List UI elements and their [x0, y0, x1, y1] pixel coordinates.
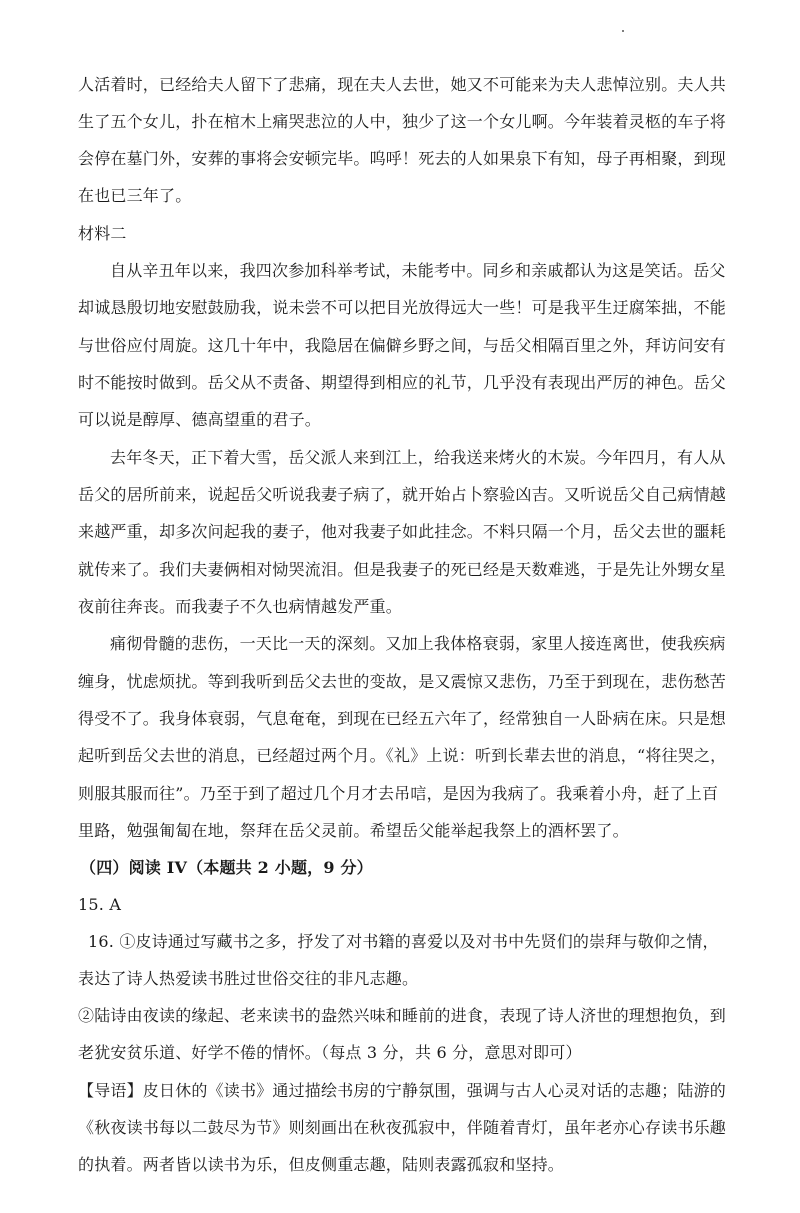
text-line: 会停在墓门外，安葬的事将会安顿完毕。呜呼！死去的人如果泉下有知，母子再相聚，到现 — [78, 149, 727, 168]
text-line: 缠身，忧虑烦扰。等到我听到岳父去世的变故，是又震惊又悲伤，乃至于到现在，悲伤愁苦 — [78, 672, 727, 691]
section-heading: 材料二 — [78, 224, 127, 243]
answer-line: 老犹安贫乐道、好学不倦的情怀。（每点 3 分，共 6 分，意思对即可） — [78, 1043, 582, 1062]
text-line: 生了五个女儿，扑在棺木上痛哭悲泣的人中，独少了这一个女儿啊。今年装着灵柩的车子将 — [78, 112, 727, 131]
text-line: 在也已三年了。 — [78, 186, 192, 205]
text-line: 就传来了。我们夫妻俩相对恸哭流泪。但是我妻子的死已经是天数难逃，于是先让外甥女星 — [78, 560, 727, 579]
text-line: 可以说是醇厚、德高望重的君子。 — [78, 410, 322, 429]
text-line: 得受不了。我身体衰弱，气息奄奄，到现在已经五六年了，经常独自一人卧病在床。只是想 — [78, 709, 727, 728]
text-line: 与世俗应付周旋。这几十年中，我隐居在偏僻乡野之间，与岳父相隔百里之外，拜访问安有 — [78, 336, 727, 355]
answer-line: 表达了诗人热爱读书胜过世俗交往的非凡志趣。 — [78, 969, 419, 988]
text-line: 则服其服而往”。乃至于到了超过几个月才去吊唁，是因为我病了。我乘着小舟，赶了上百 — [78, 784, 719, 803]
section-heading: （四）阅读 IV（本题共 2 小题，9 分） — [80, 858, 373, 877]
text-line: 人活着时，已经给夫人留下了悲痛，现在夫人去世，她又不可能来为夫人悲悼泣别。夫人共 — [78, 75, 727, 94]
text-line: 痛彻骨髓的悲伤，一天比一天的深刻。又加上我体格衰弱，家里人接连离世，使我疾病 — [110, 634, 726, 653]
text-line: 起听到岳父去世的消息，已经超过两个月。《礼》上说：听到长辈去世的消息，“将往哭之， — [78, 746, 727, 765]
text-line: 时不能按时做到。岳父从不责备、期望得到相应的礼节，几乎没有表现出严厉的神色。岳父 — [78, 373, 727, 392]
answer-line: 15. A — [78, 895, 122, 914]
text-line: 去年冬天，正下着大雪，岳父派人来到江上，给我送来烤火的木炭。今年四月，有人从 — [110, 448, 726, 467]
text-line: 夜前往奔丧。而我妻子不久也病情越发严重。 — [78, 597, 403, 616]
text-line: 里路，勉强匍匐在地，祭拜在岳父灵前。希望岳父能举起我祭上的酒杯罢了。 — [78, 821, 629, 840]
page-speck — [622, 30, 624, 32]
answer-line: ②陆诗由夜读的缘起、老来读书的盎然兴味和睡前的进食，表现了诗人济世的理想抱负，到 — [78, 1006, 727, 1025]
text-line: 却诚恳殷切地安慰鼓励我，说未尝不可以把目光放得远大一些！可是我平生迂腐笨拙，不能 — [78, 298, 727, 317]
text-line: 【导语】皮日休的《读书》通过描绘书房的宁静氛围，强调与古人心灵对话的志趣；陆游的 — [78, 1081, 727, 1100]
answer-line: 16. ①皮诗通过写藏书之多，抒发了对书籍的喜爱以及对书中先贤们的崇拜与敬仰之情， — [88, 932, 719, 951]
text-line: 《秋夜读书每以二鼓尽为节》则刻画出在秋夜孤寂中，伴随着青灯，虽年老亦心存读书乐趣 — [78, 1118, 727, 1137]
text-line: 来越严重，却多次问起我的妻子，他对我妻子如此挂念。不料只隔一个月，岳父去世的噩耗 — [78, 522, 727, 541]
text-line: 的执着。两者皆以读书为乐，但皮侧重志趣，陆则表露孤寂和坚持。 — [78, 1155, 565, 1174]
text-line: 岳父的居所前来，说起岳父听说我妻子病了，就开始占卜察验凶吉。又听说岳父自己病情越 — [78, 485, 727, 504]
text-line: 自从辛丑年以来，我四次参加科举考试，未能考中。同乡和亲戚都认为这是笑话。岳父 — [110, 261, 726, 280]
